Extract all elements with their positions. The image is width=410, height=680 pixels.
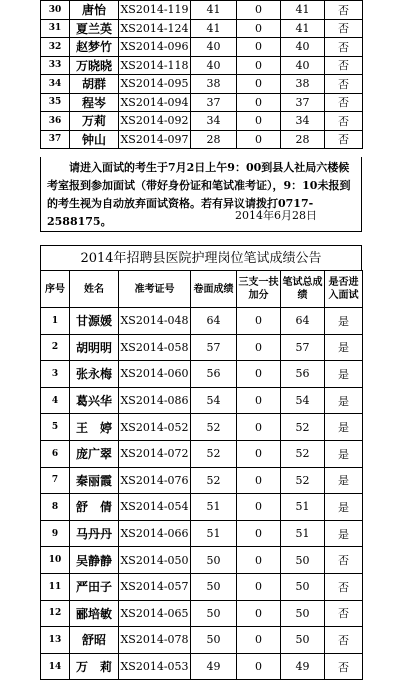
cell-no: 31 [41,19,70,38]
cell-bonus: 0 [237,19,281,38]
cell-score: 52 [191,414,237,441]
cell-score: 50 [191,627,237,654]
cell-id: XS2014-053 [119,653,191,680]
header-name: 姓名 [70,271,119,308]
cell-score: 50 [191,600,237,627]
cell-name: 舒昭 [70,627,119,654]
cell-pass: 是 [325,414,363,441]
cell-bonus: 0 [237,56,281,75]
table-row [41,112,363,131]
cell-score: 28 [191,130,237,149]
cell-no: 33 [41,56,70,75]
cell-score: 37 [191,93,237,112]
cell-pass: 是 [325,494,363,521]
cell-score: 52 [191,467,237,494]
cell-id: XS2014-048 [119,308,191,335]
cell-no: 3 [41,361,70,388]
cell-bonus: 0 [237,573,281,600]
cell-name: 甘源媛 [70,308,119,335]
cell-name: 马丹丹 [70,520,119,547]
cell-name: 赵梦竹 [70,38,119,57]
cell-no: 32 [41,38,70,57]
cell-score: 51 [191,494,237,521]
cell-bonus: 0 [237,600,281,627]
cell-no: 37 [41,130,70,149]
cell-no: 30 [41,1,70,20]
cell-name: 庞广翠 [70,440,119,467]
cell-no: 6 [41,440,70,467]
table-row [41,56,363,75]
notice-text: 请进入面试的考生于7月2日上午9：00到县人社局六楼候考室报到参加面试（带好身份证和笔试准考证），9：10未报到的考生视为自动放弃面试资格。若有异议请拨打0717-2588175。 [47,161,351,228]
cell-id: XS2014-052 [119,414,191,441]
header-bonus: 三支一扶加分 [237,271,281,308]
cell-total: 52 [281,440,325,467]
cell-no: 7 [41,467,70,494]
cell-no: 36 [41,112,70,131]
cell-pass: 是 [325,467,363,494]
cell-name: 舒 倩 [70,494,119,521]
cell-score: 57 [191,334,237,361]
cell-bonus: 0 [237,308,281,335]
cell-pass: 是 [325,520,363,547]
cell-name: 夏兰英 [70,19,119,38]
cell-total: 51 [281,494,325,521]
cell-no: 13 [41,627,70,654]
cell-name: 严田子 [70,573,119,600]
table-row [41,440,363,467]
cell-id: XS2014-092 [119,112,191,131]
cell-total: 40 [281,56,325,75]
cell-no: 10 [41,547,70,574]
header-score: 卷面成绩 [191,271,237,308]
cell-bonus: 0 [237,93,281,112]
cell-bonus: 0 [237,653,281,680]
cell-bonus: 0 [237,520,281,547]
cell-bonus: 0 [237,1,281,20]
cell-id: XS2014-119 [119,1,191,20]
table-row [41,547,363,574]
table-row [41,387,363,414]
cell-id: XS2014-050 [119,547,191,574]
cell-bonus: 0 [237,38,281,57]
top-score-table-body [41,1,363,149]
table-row [41,494,363,521]
cell-name: 秦丽霞 [70,467,119,494]
cell-id: XS2014-095 [119,75,191,94]
cell-no: 11 [41,573,70,600]
cell-no: 2 [41,334,70,361]
cell-total: 52 [281,414,325,441]
cell-name: 张永梅 [70,361,119,388]
table-row [41,1,363,20]
cell-name: 胡群 [70,75,119,94]
cell-name: 程岑 [70,93,119,112]
cell-total: 34 [281,112,325,131]
cell-name: 胡明明 [70,334,119,361]
cell-pass: 否 [325,573,363,600]
table-row [41,38,363,57]
table-row [41,130,363,149]
cell-name: 王 婷 [70,414,119,441]
table-row [41,334,363,361]
cell-id: XS2014-118 [119,56,191,75]
cell-name: 万 莉 [70,653,119,680]
cell-id: XS2014-058 [119,334,191,361]
cell-id: XS2014-066 [119,520,191,547]
cell-name: 吴静静 [70,547,119,574]
cell-name: 郦培敏 [70,600,119,627]
announcement-title: 2014年招聘县医院护理岗位笔试成绩公告 [40,245,362,270]
interview-notice [40,157,362,232]
cell-bonus: 0 [237,494,281,521]
cell-total: 41 [281,1,325,20]
cell-id: XS2014-097 [119,130,191,149]
cell-score: 56 [191,361,237,388]
cell-name: 钟山 [70,130,119,149]
cell-pass: 是 [325,440,363,467]
cell-name: 葛兴华 [70,387,119,414]
cell-total: 49 [281,653,325,680]
cell-no: 35 [41,93,70,112]
cell-bonus: 0 [237,414,281,441]
cell-pass: 否 [325,627,363,654]
cell-pass: 否 [325,38,363,57]
cell-no: 5 [41,414,70,441]
cell-score: 54 [191,387,237,414]
header-total: 笔试总成绩 [281,271,325,308]
cell-bonus: 0 [237,627,281,654]
cell-no: 12 [41,600,70,627]
cell-total: 50 [281,547,325,574]
cell-bonus: 0 [237,361,281,388]
cell-name: 万莉 [70,112,119,131]
cell-pass: 否 [325,547,363,574]
cell-pass: 否 [325,75,363,94]
cell-id: XS2014-124 [119,19,191,38]
cell-score: 40 [191,38,237,57]
cell-total: 40 [281,38,325,57]
cell-id: XS2014-057 [119,573,191,600]
table-row [41,308,363,335]
table-row [41,93,363,112]
table-row [41,600,363,627]
cell-id: XS2014-096 [119,38,191,57]
cell-bonus: 0 [237,547,281,574]
cell-total: 56 [281,361,325,388]
cell-no: 8 [41,494,70,521]
cell-name: 万晓晓 [70,56,119,75]
cell-bonus: 0 [237,75,281,94]
cell-total: 37 [281,93,325,112]
header-row [41,271,363,308]
cell-pass: 否 [325,56,363,75]
cell-bonus: 0 [237,467,281,494]
cell-bonus: 0 [237,130,281,149]
cell-total: 38 [281,75,325,94]
top-score-table [40,0,363,149]
table-row [41,653,363,680]
cell-pass: 否 [325,112,363,131]
cell-id: XS2014-072 [119,440,191,467]
cell-pass: 否 [325,1,363,20]
cell-pass: 是 [325,387,363,414]
cell-total: 41 [281,19,325,38]
cell-total: 52 [281,467,325,494]
cell-total: 50 [281,627,325,654]
cell-no: 4 [41,387,70,414]
cell-pass: 否 [325,653,363,680]
main-score-table-body [41,308,363,680]
table-row [41,627,363,654]
cell-id: XS2014-094 [119,93,191,112]
cell-total: 28 [281,130,325,149]
cell-no: 14 [41,653,70,680]
cell-score: 49 [191,653,237,680]
cell-score: 34 [191,112,237,131]
table-row [41,573,363,600]
cell-bonus: 0 [237,112,281,131]
header-pass: 是否进入面试 [325,271,363,308]
cell-pass: 否 [325,130,363,149]
table-row [41,520,363,547]
cell-score: 64 [191,308,237,335]
cell-score: 38 [191,75,237,94]
cell-total: 54 [281,387,325,414]
cell-id: XS2014-054 [119,494,191,521]
main-score-table [40,270,363,680]
cell-score: 41 [191,19,237,38]
cell-pass: 是 [325,361,363,388]
cell-score: 52 [191,440,237,467]
cell-score: 50 [191,547,237,574]
cell-bonus: 0 [237,334,281,361]
cell-id: XS2014-060 [119,361,191,388]
cell-score: 41 [191,1,237,20]
cell-total: 50 [281,573,325,600]
cell-pass: 是 [325,334,363,361]
cell-bonus: 0 [237,387,281,414]
cell-pass: 否 [325,19,363,38]
cell-no: 1 [41,308,70,335]
cell-total: 64 [281,308,325,335]
cell-id: XS2014-076 [119,467,191,494]
table-row [41,19,363,38]
cell-id: XS2014-086 [119,387,191,414]
cell-id: XS2014-065 [119,600,191,627]
cell-total: 51 [281,520,325,547]
cell-no: 9 [41,520,70,547]
cell-pass: 否 [325,600,363,627]
cell-total: 57 [281,334,325,361]
cell-score: 51 [191,520,237,547]
header-id: 准考证号 [119,271,191,308]
cell-pass: 否 [325,93,363,112]
table-row [41,414,363,441]
table-row [41,361,363,388]
cell-no: 34 [41,75,70,94]
header-no: 序号 [41,271,70,308]
cell-id: XS2014-078 [119,627,191,654]
cell-score: 50 [191,573,237,600]
cell-pass: 是 [325,308,363,335]
cell-name: 唐怡 [70,1,119,20]
table-row [41,467,363,494]
cell-total: 50 [281,600,325,627]
cell-bonus: 0 [237,440,281,467]
table-row [41,75,363,94]
notice-date: 2014年6月28日 [235,209,317,222]
cell-score: 40 [191,56,237,75]
